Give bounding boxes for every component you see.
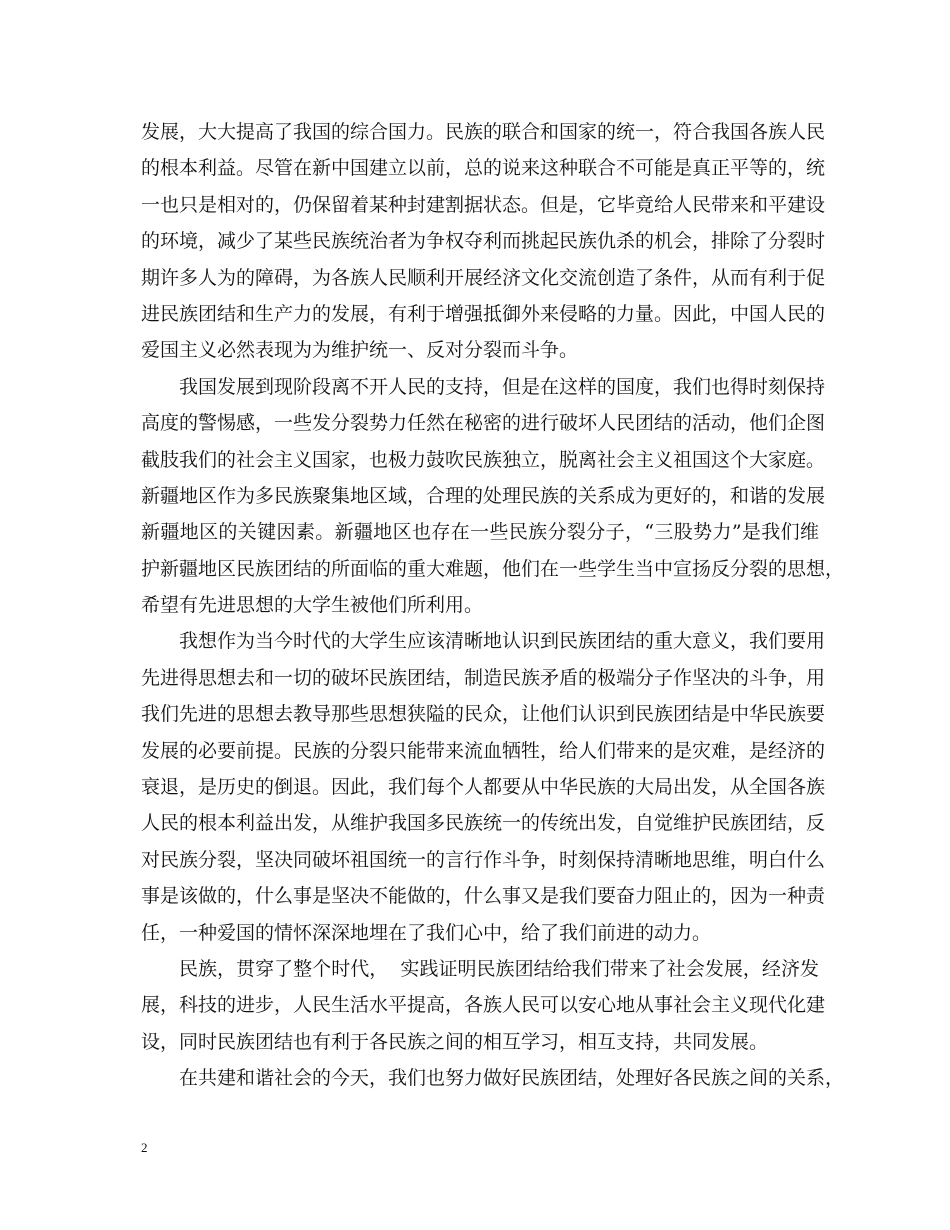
text-line: 护新疆地区民族团结的所面临的重大难题，他们在一些学生当中宣扬反分裂的思想， — [141, 557, 845, 580]
text-line: 民族，贯穿了整个时代， 实践证明民族团结给我们带来了社会发展，经济发 — [179, 957, 819, 980]
text-line: 对民族分裂，坚决同破坏祖国统一的言行作斗争，时刻保持清晰地思维，明白什么 — [141, 848, 826, 871]
text-line: 任，一种爱国的情怀深深地埋在了我们心中，给了我们前进的动力。 — [141, 921, 712, 944]
text-line: 进民族团结和生产力的发展，有利于增强抵御外来侵略的力量。因此，中国人民的 — [141, 302, 826, 325]
text-line: 衰退，是历史的倒退。因此，我们每个人都要从中华民族的大局出发，从全国各族 — [141, 776, 826, 799]
text-line: 新疆地区作为多民族聚集地区域，合理的处理民族的关系成为更好的，和谐的发展 — [141, 484, 826, 507]
text-line: 希望有先进思想的大学生被他们所利用。 — [141, 594, 484, 617]
text-line: 在共建和谐社会的今天，我们也努力做好民族团结，处理好各民族之间的关系， — [179, 1067, 845, 1090]
page-number: 2 — [141, 1140, 148, 1155]
text-line: 展，科技的进步，人民生活水平提高，各族人民可以安心地从事社会主义现代化建 — [141, 994, 826, 1017]
text-line: 发展，大大提高了我国的综合国力。民族的联合和国家的统一，符合我国各族人民 — [141, 121, 826, 143]
text-line: 高度的警惕感，一些发分裂势力任然在秘密的进行破坏人民团结的活动，他们企图 — [141, 412, 826, 435]
paragraph — [141, 951, 826, 1060]
paragraph — [141, 623, 826, 951]
text-line: 我们先进的思想去教导那些思想狭隘的民众，让他们认识到民族团结是中华民族要 — [141, 703, 826, 726]
text-line: 设，同时民族团结也有利于各民族之间的相互学习，相互支持，共同发展。 — [141, 1030, 769, 1053]
text-line: 截肢我们的社会主义国家，也极力鼓吹民族独立，脱离社会主义祖国这个大家庭。 — [141, 448, 826, 471]
text-line: 先进得思想去和一切的破坏民族团结，制造民族矛盾的极端分子作坚决的斗争，用 — [141, 666, 826, 689]
text-line: 一也只是相对的，仍保留着某种封建割据状态。但是，它毕竟给人民带来和平建设 — [141, 193, 826, 216]
text-line: 我想作为当今时代的大学生应该清晰地认识到民族团结的重大意义，我们要用 — [179, 630, 826, 653]
text-line: 的根本利益。尽管在新中国建立以前，总的说来这种联合不可能是真正平等的，统 — [141, 157, 826, 180]
paragraph — [141, 114, 826, 369]
body-text — [141, 114, 845, 1097]
text-line: 爱国主义必然表现为为维护统一、反对分裂而斗争。 — [141, 339, 579, 362]
text-line: 人民的根本利益出发，从维护我国多民族统一的传统出发，自觉维护民族团结，反 — [141, 812, 826, 835]
paragraph — [141, 1060, 845, 1096]
paragraph — [141, 369, 845, 624]
text-line: 的环境，减少了某些民族统治者为争权夺利而挑起民族仇杀的机会，排除了分裂时 — [141, 230, 826, 253]
text-line: 期许多人为的障碍，为各族人民顺利开展经济文化交流创造了条件，从而有利于促 — [141, 266, 826, 289]
text-line: 我国发展到现阶段离不开人民的支持，但是在这样的国度，我们也得时刻保持 — [179, 375, 826, 398]
text-line: 新疆地区的关键因素。新疆地区也存在一些民族分裂分子，“三股势力”是我们维 — [141, 521, 819, 544]
text-line: 发展的必要前提。民族的分裂只能带来流血牺牲，给人们带来的是灾难，是经济的 — [141, 739, 826, 762]
text-line: 事是该做的，什么事是坚决不能做的，什么事又是我们要奋力阻止的，因为一种责 — [141, 885, 826, 908]
